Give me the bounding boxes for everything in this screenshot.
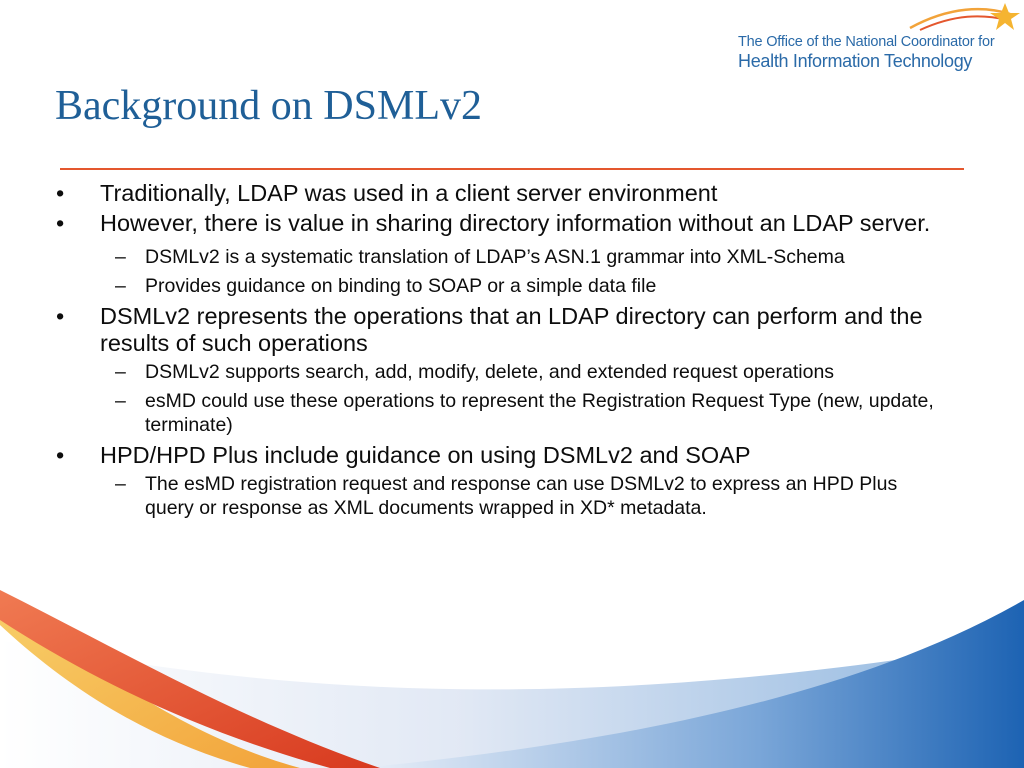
sub-bullet-text: Provides guidance on binding to SOAP or a simple data file: [145, 275, 657, 297]
dash-marker: –: [115, 246, 126, 268]
bullet-item: [56, 180, 960, 207]
bullet-item: [56, 442, 960, 469]
dash-marker: –: [115, 473, 126, 495]
bullet-marker: •: [56, 180, 65, 206]
org-name-line2: Health Information Technology: [738, 51, 973, 71]
onc-logo: [730, 0, 1024, 80]
slide-title: Background on DSMLv2: [55, 83, 482, 129]
org-name-line1: The Office of the National Coordinator for: [738, 34, 995, 50]
bullet-item: [56, 303, 960, 357]
bullet-marker: •: [56, 210, 65, 236]
dash-marker: –: [115, 390, 126, 412]
title-divider: [60, 168, 964, 170]
sub-bullet-item: [115, 360, 945, 384]
sub-bullet-item: [115, 274, 945, 298]
sub-bullet-item: [115, 472, 945, 520]
sub-bullet-text: DSMLv2 supports search, add, modify, delete, and extended request operations: [145, 361, 835, 383]
bullet-text: DSMLv2 represents the operations that an LDAP directory can perform and the results of such operations: [100, 303, 923, 356]
sub-bullet-text: DSMLv2 is a systematic translation of LDAP’s ASN.1 grammar into XML-Schema: [145, 246, 845, 268]
bullet-text: Traditionally, LDAP was used in a client server environment: [100, 180, 718, 206]
sub-bullet-item: [115, 389, 945, 437]
bullet-text: However, there is value in sharing directory information without an LDAP server.: [100, 210, 931, 236]
dash-marker: –: [115, 361, 126, 383]
dash-marker: –: [115, 275, 126, 297]
sub-bullet-text: esMD could use these operations to represent the Registration Request Type (new, update, terminate): [145, 390, 934, 436]
sub-bullet-item: [115, 245, 935, 269]
bullet-text: HPD/HPD Plus include guidance on using DSMLv2 and SOAP: [100, 442, 751, 468]
bullet-item: [56, 210, 960, 237]
bullet-marker: •: [56, 442, 65, 468]
bullet-marker: •: [56, 303, 65, 329]
bullet-list: [0, 180, 1024, 525]
sub-bullet-text: The esMD registration request and response can use DSMLv2 to express an HPD Plus query or response as XML documents wrapped in XD* metadata.: [145, 473, 898, 519]
